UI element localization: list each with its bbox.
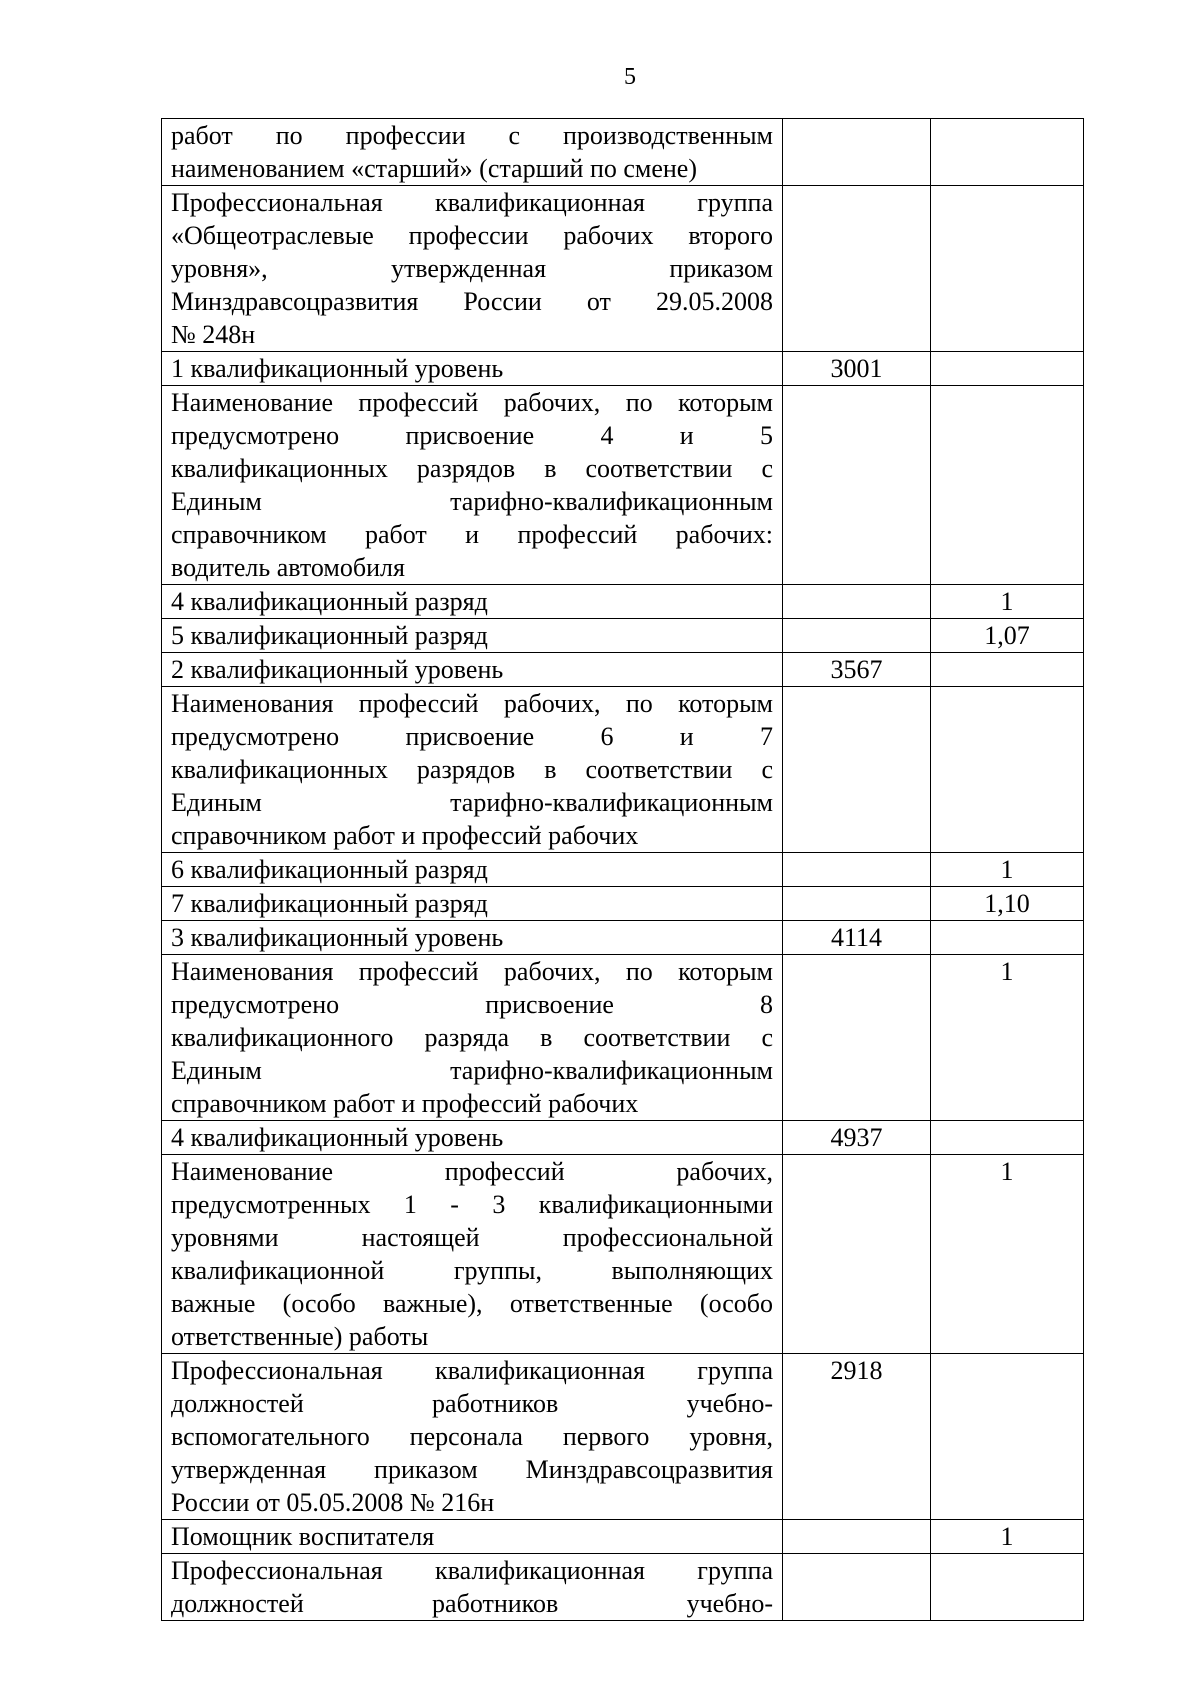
salary-cell: 3001 (783, 352, 931, 386)
coefficient-cell (931, 1354, 1084, 1520)
row-description (162, 1354, 783, 1520)
coefficient-cell: 1 (931, 1155, 1084, 1354)
coefficient-cell (931, 386, 1084, 585)
description-line: предусмотрено присвоение 8 (171, 990, 773, 1019)
salary-cell (783, 585, 931, 619)
description-line: уровня», утвержденная приказом (171, 254, 773, 283)
coefficient-cell (931, 687, 1084, 853)
table-row (162, 1554, 1084, 1621)
row-description (162, 887, 783, 921)
table-row (162, 653, 1084, 687)
salary-cell: 4114 (783, 921, 931, 955)
coefficient-cell: 1 (931, 853, 1084, 887)
description-line: Единым тарифно-квалификационным (171, 487, 773, 516)
row-description (162, 921, 783, 955)
description-line: 4 квалификационный уровень (171, 1123, 504, 1152)
salary-cell (783, 687, 931, 853)
table-row (162, 853, 1084, 887)
row-description (162, 853, 783, 887)
table-row (162, 687, 1084, 853)
coefficient-cell (931, 653, 1084, 687)
description-line: квалификационных разрядов в соответствии с (171, 454, 773, 483)
description-line: 5 квалификационный разряд (171, 621, 488, 650)
page-number: 5 (624, 64, 636, 90)
description-line: должностей работников учебно- (171, 1389, 773, 1418)
salary-cell (783, 1554, 931, 1621)
salary-cell: 3567 (783, 653, 931, 687)
table-row (162, 921, 1084, 955)
description-line: 7 квалификационный разряд (171, 889, 488, 918)
coefficient-cell: 1 (931, 585, 1084, 619)
table-row (162, 887, 1084, 921)
table-row (162, 619, 1084, 653)
coefficient-cell (931, 1121, 1084, 1155)
salary-cell: 2918 (783, 1354, 931, 1520)
table-row (162, 1155, 1084, 1354)
coefficient-cell (931, 352, 1084, 386)
coefficient-cell (931, 119, 1084, 186)
description-line: уровнями настоящей профессиональной (171, 1223, 773, 1252)
row-description (162, 687, 783, 853)
table-row (162, 352, 1084, 386)
description-line: утвержденная приказом Минздравсоцразвития (171, 1455, 773, 1484)
description-line: справочником работ и профессий рабочих (171, 821, 639, 850)
row-description (162, 1554, 783, 1621)
description-line: предусмотренных 1 - 3 квалификационными (171, 1190, 773, 1219)
description-line: водитель автомобиля (171, 553, 405, 582)
description-line: важные (особо важные), ответственные (особо (171, 1289, 773, 1318)
description-line: Наименование профессий рабочих, (171, 1157, 773, 1186)
description-line: Наименования профессий рабочих, по которым (171, 689, 773, 718)
description-line: должностей работников учебно- (171, 1589, 773, 1618)
row-description (162, 619, 783, 653)
salary-cell (783, 186, 931, 352)
row-description (162, 186, 783, 352)
description-line: предусмотрено присвоение 6 и 7 (171, 722, 773, 751)
description-line: предусмотрено присвоение 4 и 5 (171, 421, 773, 450)
table-row (162, 119, 1084, 186)
salary-cell (783, 1155, 931, 1354)
row-description (162, 386, 783, 585)
row-description (162, 1155, 783, 1354)
description-line: ответственные) работы (171, 1322, 429, 1351)
row-description (162, 352, 783, 386)
description-line: Единым тарифно-квалификационным (171, 1056, 773, 1085)
description-line: Профессиональная квалификационная группа (171, 188, 773, 217)
description-line: 6 квалификационный разряд (171, 855, 488, 884)
coefficient-cell (931, 186, 1084, 352)
description-line: 2 квалификационный уровень (171, 655, 504, 684)
row-description (162, 1520, 783, 1554)
description-line: «Общеотраслевые профессии рабочих второго (171, 221, 773, 250)
description-line: справочником работ и профессий рабочих (171, 1089, 639, 1118)
description-line: наименованием «старший» (старший по смене) (171, 154, 698, 183)
description-line: Помощник воспитателя (171, 1522, 435, 1551)
description-line: 1 квалификационный уровень (171, 354, 504, 383)
coefficient-cell: 1 (931, 1520, 1084, 1554)
row-description (162, 1121, 783, 1155)
description-line: Профессиональная квалификационная группа (171, 1356, 773, 1385)
table-row (162, 955, 1084, 1121)
table-row (162, 585, 1084, 619)
description-line: Наименование профессий рабочих, по которым (171, 388, 773, 417)
table-row (162, 1520, 1084, 1554)
salary-cell (783, 119, 931, 186)
coefficient-cell: 1,10 (931, 887, 1084, 921)
salary-cell (783, 1520, 931, 1554)
table-row (162, 186, 1084, 352)
description-line: № 248н (171, 320, 256, 349)
salary-cell (783, 955, 931, 1121)
description-line: Минздравсоцразвития России от 29.05.2008 (171, 287, 773, 316)
description-line: Единым тарифно-квалификационным (171, 788, 773, 817)
row-description (162, 955, 783, 1121)
description-line: работ по профессии с производственным (171, 121, 773, 150)
description-line: Профессиональная квалификационная группа (171, 1556, 773, 1585)
salary-cell (783, 386, 931, 585)
salary-cell: 4937 (783, 1121, 931, 1155)
description-line: квалификационного разряда в соответствии с (171, 1023, 773, 1052)
salary-cell (783, 619, 931, 653)
coefficient-cell (931, 1554, 1084, 1621)
table-row (162, 1354, 1084, 1520)
coefficient-cell: 1 (931, 955, 1084, 1121)
row-description (162, 119, 783, 186)
row-description (162, 653, 783, 687)
table-body (162, 119, 1084, 1621)
description-line: Наименования профессий рабочих, по которым (171, 957, 773, 986)
coefficient-cell (931, 921, 1084, 955)
salary-table (161, 118, 1084, 1621)
description-line: вспомогательного персонала первого уровня, (171, 1422, 773, 1451)
description-line: 3 квалификационный уровень (171, 923, 504, 952)
table-row (162, 386, 1084, 585)
description-line: России от 05.05.2008 № 216н (171, 1488, 495, 1517)
description-line: 4 квалификационный разряд (171, 587, 488, 616)
table-row (162, 1121, 1084, 1155)
description-line: справочником работ и профессий рабочих: (171, 520, 773, 549)
description-line: квалификационной группы, выполняющих (171, 1256, 773, 1285)
salary-cell (783, 887, 931, 921)
coefficient-cell: 1,07 (931, 619, 1084, 653)
salary-cell (783, 853, 931, 887)
description-line: квалификационных разрядов в соответствии с (171, 755, 773, 784)
row-description (162, 585, 783, 619)
